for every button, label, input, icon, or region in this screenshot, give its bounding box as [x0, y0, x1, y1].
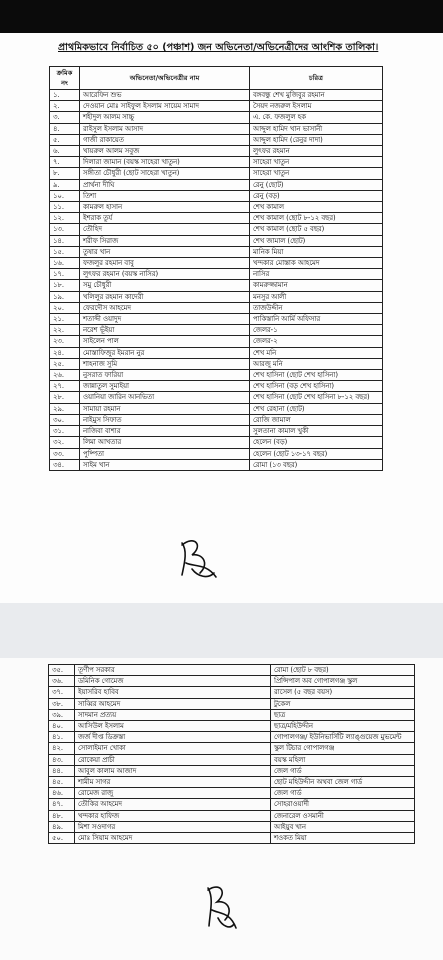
- serial-cell: ৩৮.: [49, 698, 75, 709]
- serial-cell: ১০.: [50, 190, 80, 201]
- role-cell: জেলর-১: [250, 325, 383, 336]
- role-cell: জেল গার্ড: [271, 765, 415, 776]
- table-row: [50, 280, 383, 291]
- table-row: [49, 687, 415, 698]
- actor-name-cell: খায়রুল আলম সবুজ: [80, 146, 250, 157]
- role-cell: হেলেন (বড়): [250, 437, 383, 448]
- table-row: [50, 370, 383, 381]
- serial-cell: ১.: [50, 90, 80, 101]
- role-cell: ছাত্র/মহিউদ্দীন: [271, 721, 415, 732]
- actor-name-cell: মিশা সওদাগর: [75, 821, 271, 832]
- serial-cell: ৫০.: [49, 833, 75, 844]
- actor-name-cell: নাজিবা বাশার: [80, 426, 250, 437]
- table-row: [50, 314, 383, 325]
- table-row: [50, 258, 383, 269]
- table-row: [50, 90, 383, 101]
- role-cell: জেলর-২: [250, 336, 383, 347]
- serial-cell: ৪৪.: [49, 765, 75, 776]
- actor-name-cell: লিমা আখতার: [80, 437, 250, 448]
- table-row: [50, 146, 383, 157]
- actor-name-cell: রোমেজ রাজু: [75, 788, 271, 799]
- actor-name-cell: সাব্বির আহমেদ: [75, 698, 271, 709]
- actor-name-cell: শামীম সাগর: [75, 777, 271, 788]
- table-row: [49, 665, 415, 676]
- actor-name-cell: গাজী রাকায়েত: [80, 134, 250, 145]
- table-row: [50, 302, 383, 313]
- role-cell: শেখ জামাল (ছোট): [250, 235, 383, 246]
- role-cell: আইয়ুব খান: [271, 821, 415, 832]
- serial-cell: ২৫.: [50, 358, 80, 369]
- actor-name-cell: সাইলেন পাল: [80, 336, 250, 347]
- table-row: [49, 754, 415, 765]
- actor-name-cell: লুৎফর রহমান (বয়স্ক নাসির): [80, 269, 250, 280]
- name-header: অভিনেতা/অভিনেত্রীর নাম: [80, 67, 250, 90]
- table-row: [49, 833, 415, 844]
- table-row: [50, 179, 383, 190]
- serial-cell: ১২.: [50, 213, 80, 224]
- actor-name-cell: আসিউল ইসলাম: [75, 721, 271, 732]
- table-row: [50, 392, 383, 403]
- actor-list-table: [49, 66, 383, 471]
- actor-name-cell: শাহনাজ সুমি: [80, 358, 250, 369]
- serial-cell: ২.: [50, 101, 80, 112]
- actor-name-cell: তিশা: [80, 190, 250, 201]
- actor-name-cell: খলিলুর রহমান কাদেরী: [80, 291, 250, 302]
- actor-name-cell: জান্নাতুল সুমাইয়া: [80, 381, 250, 392]
- actor-name-cell: নাইমুস সিফাত: [80, 414, 250, 425]
- actor-name-cell: নরেশ ভূঁইয়া: [80, 325, 250, 336]
- table-row: [50, 325, 383, 336]
- serial-cell: ২৪.: [50, 347, 80, 358]
- role-cell: লুৎফর রহমান: [250, 146, 383, 157]
- actor-name-cell: দেওয়ান মোঃ সাইফুল ইসলাম সায়েম সামাদ: [80, 101, 250, 112]
- table-row: [50, 347, 383, 358]
- table-header-row: [50, 67, 383, 90]
- role-cell: বঙ্গবন্ধু শেখ মুজিবুর রহমান: [250, 90, 383, 101]
- serial-cell: ২৩.: [50, 336, 80, 347]
- serial-cell: ২৬.: [50, 370, 80, 381]
- serial-cell: ৪১.: [49, 732, 75, 743]
- table-row: [49, 810, 415, 821]
- role-cell: এ. কে. ফজলুল হক: [250, 112, 383, 123]
- table-row: [50, 157, 383, 168]
- role-cell: সাহেরা খাতুন: [250, 157, 383, 168]
- role-cell: খন্দকার মোস্তাক আহমেদ: [250, 258, 383, 269]
- serial-cell: ২২.: [50, 325, 80, 336]
- role-cell: সুলতানা কামাল খুকী: [250, 426, 383, 437]
- table-row: [50, 134, 383, 145]
- role-cell: পাকিস্তানি আর্মি অফিসার: [250, 314, 383, 325]
- role-cell: সোহরাওয়ার্দী: [271, 799, 415, 810]
- actor-name-cell: রোকেয়া প্রাচী: [75, 754, 271, 765]
- role-cell: জেনারেল ওসমানী: [271, 810, 415, 821]
- actor-name-cell: দিলারা জামান (বয়স্ক সাহেরা খাতুন): [80, 157, 250, 168]
- actor-name-cell: সাইম খান: [80, 459, 250, 470]
- serial-cell: ৪৯.: [49, 821, 75, 832]
- actor-name-cell: আবুল কালাম আজাদ: [75, 765, 271, 776]
- actor-name-cell: জর্জ দীপ্ত ডিক্রস্তা: [75, 732, 271, 743]
- table-row: [50, 381, 383, 392]
- top-bar: [0, 0, 443, 33]
- actor-name-cell: ফজলুর রহমান বাবু: [80, 258, 250, 269]
- table-row: [50, 224, 383, 235]
- serial-cell: ৪৭.: [49, 799, 75, 810]
- actor-name-cell: আরেফিন শুভ: [80, 90, 250, 101]
- table-row: [50, 235, 383, 246]
- actor-name-cell: তূর্ণীপ সরকার: [75, 665, 271, 676]
- role-cell: আরজু মনি: [250, 358, 383, 369]
- actor-name-cell: ফেরদৌস আহমেদ: [80, 302, 250, 313]
- serial-cell: ১৬.: [50, 258, 80, 269]
- serial-cell: ২৯.: [50, 403, 80, 414]
- table-row: [50, 101, 383, 112]
- actor-name-cell: সঙ্গীতা চৌধুরী (ছোট সাহেরা খাতুন): [80, 168, 250, 179]
- table-row: [50, 246, 383, 257]
- role-cell: সাহেরা খাতুন: [250, 168, 383, 179]
- serial-cell: ৩৬.: [49, 676, 75, 687]
- role-cell: বয়স্ক মহিলা: [271, 754, 415, 765]
- serial-cell: ৩৫.: [49, 665, 75, 676]
- role-cell: শেখ রেহানা (ছোট): [250, 403, 383, 414]
- serial-cell: ৪.: [50, 123, 80, 134]
- role-cell: মনসুর আলী: [250, 291, 383, 302]
- actor-list-table-continued: [48, 664, 415, 844]
- role-cell: রেনু (বড়): [250, 190, 383, 201]
- page-title: প্রাথমিকভাবে নির্বাচিত ৫০ (পঞ্চাশ) জন অভিনেতা/অভিনেত্রীদের আংশিক তালিকা।: [58, 42, 379, 53]
- actor-name-cell: শহীদুল আলম সাচ্চু: [80, 112, 250, 123]
- role-cell: রোমা (ছোট ৮ বছর): [271, 665, 415, 676]
- table-row: [50, 358, 383, 369]
- role-cell: রেনু (ছোট): [250, 179, 383, 190]
- serial-cell: ৩০.: [50, 414, 80, 425]
- serial-cell: ৪৩.: [49, 754, 75, 765]
- signature-2: [200, 878, 240, 936]
- serial-cell: ৪২.: [49, 743, 75, 754]
- table-row: [50, 190, 383, 201]
- serial-cell: ৩২.: [50, 437, 80, 448]
- role-cell: আব্দুল হামিদ খান ভাসানী: [250, 123, 383, 134]
- actor-name-cell: ইশরাক তুর্য: [80, 213, 250, 224]
- actor-name-cell: ইয়াসরিব হাবিব: [75, 687, 271, 698]
- actor-name-cell: রাইসুল ইসলাম আসাদ: [80, 123, 250, 134]
- serial-cell: ২৭.: [50, 381, 80, 392]
- table-row: [49, 777, 415, 788]
- role-cell: স্কুল টিচার গোপালগঞ্জ: [271, 743, 415, 754]
- table-row: [50, 336, 383, 347]
- actor-name-cell: পুষ্পিতা: [80, 448, 250, 459]
- serial-header: ক্রমিক নং: [50, 67, 80, 90]
- role-cell: জেল গার্ড: [271, 788, 415, 799]
- role-cell: ছোট মহিউদ্দীন অথবা জেল গার্ড: [271, 777, 415, 788]
- actor-name-cell: সমু চৌধুরী: [80, 280, 250, 291]
- role-cell: নাসির: [250, 269, 383, 280]
- serial-cell: ৬.: [50, 146, 80, 157]
- table-row: [50, 202, 383, 213]
- role-cell: রোজি জামাল: [250, 414, 383, 425]
- table-row: [50, 459, 383, 470]
- table-row: [50, 168, 383, 179]
- table-row: [49, 788, 415, 799]
- role-cell: রাসেল (৫ বছর বয়স): [271, 687, 415, 698]
- serial-cell: ২০.: [50, 302, 80, 313]
- role-cell: তাজউদ্দীন: [250, 302, 383, 313]
- role-cell: শেখ হাসিনা (ছোট শেখ হাসিনা ৮-১২ বছর): [250, 392, 383, 403]
- actor-name-cell: নুসরাত ফারিয়া: [80, 370, 250, 381]
- role-header: চরিত্র: [250, 67, 383, 90]
- role-cell: শেখ হাসিনা (ছোট শেখ হাসিনা): [250, 370, 383, 381]
- role-cell: রোমা (১৩ বছর): [250, 459, 383, 470]
- role-cell: শেখ হাসিনা (বড় শেখ হাসিনা): [250, 381, 383, 392]
- table-row: [50, 123, 383, 134]
- actor-name-cell: খন্দকার হাফিজ: [75, 810, 271, 821]
- serial-cell: ৩৪.: [50, 459, 80, 470]
- serial-cell: ১৪.: [50, 235, 80, 246]
- role-cell: সৈয়দ নজরুল ইসলাম: [250, 101, 383, 112]
- signature-1: [172, 533, 220, 583]
- role-cell: শওকত মিয়া: [271, 833, 415, 844]
- table-row: [50, 403, 383, 414]
- role-cell: শেখ কামাল (ছোট ৫ বছর): [250, 224, 383, 235]
- table-row: [50, 291, 383, 302]
- serial-cell: ৯.: [50, 179, 80, 190]
- serial-cell: ২৮.: [50, 392, 80, 403]
- role-cell: হেলেন (ছোট ১৩-১৭ বছর): [250, 448, 383, 459]
- table-row: [49, 821, 415, 832]
- table-row: [49, 698, 415, 709]
- table-row: [49, 709, 415, 720]
- actor-name-cell: ডমিনিক গোমেজ: [75, 676, 271, 687]
- actor-name-cell: শতাব্দী ওয়াদুদ: [80, 314, 250, 325]
- role-cell: শেখ কামাল: [250, 202, 383, 213]
- page-gap: [0, 603, 443, 658]
- table-row: [50, 414, 383, 425]
- role-cell: শেখ মনি: [250, 347, 383, 358]
- actor-name-cell: সাদমান প্রত্যয়: [75, 709, 271, 720]
- actor-name-cell: প্রার্থনা দীঘি: [80, 179, 250, 190]
- actor-name-cell: শরীফ সিরাজ: [80, 235, 250, 246]
- table-row: [50, 426, 383, 437]
- serial-cell: ২১.: [50, 314, 80, 325]
- actor-name-cell: তৌহিদ: [80, 224, 250, 235]
- role-cell: ছাত্র: [271, 709, 415, 720]
- serial-cell: ১৯.: [50, 291, 80, 302]
- role-cell: মানিক মিয়া: [250, 246, 383, 257]
- serial-cell: ৩৯.: [49, 709, 75, 720]
- serial-cell: ৪৫.: [49, 777, 75, 788]
- table-row: [50, 112, 383, 123]
- serial-cell: ৩১.: [50, 426, 80, 437]
- table-row: [50, 213, 383, 224]
- serial-cell: ৪৬.: [49, 788, 75, 799]
- table-row: [49, 721, 415, 732]
- serial-cell: ৫.: [50, 134, 80, 145]
- serial-cell: ১৩.: [50, 224, 80, 235]
- table-row: [49, 743, 415, 754]
- serial-cell: ১৮.: [50, 280, 80, 291]
- actor-name-cell: মোঃ সিয়াম আহমেদ: [75, 833, 271, 844]
- document-page-2: [0, 658, 443, 960]
- table-row: [49, 765, 415, 776]
- serial-cell: ১১.: [50, 202, 80, 213]
- actor-name-cell: সোলাইমান খোকা: [75, 743, 271, 754]
- table-row: [50, 269, 383, 280]
- actor-name-cell: ওয়ানিয়া জারিন আনভিতা: [80, 392, 250, 403]
- serial-cell: ৪৮.: [49, 810, 75, 821]
- serial-cell: ৩৩.: [50, 448, 80, 459]
- role-cell: টুকেল: [271, 698, 415, 709]
- role-cell: প্রিন্সিপাল অব গোপালগঞ্জ স্কুল: [271, 676, 415, 687]
- table-row: [50, 448, 383, 459]
- serial-cell: ৭.: [50, 157, 80, 168]
- actor-name-cell: তুষার খান: [80, 246, 250, 257]
- table-row: [49, 799, 415, 810]
- table-row: [50, 437, 383, 448]
- table-row: [49, 676, 415, 687]
- actor-name-cell: সামায়া রহমান: [80, 403, 250, 414]
- serial-cell: ৩৭.: [49, 687, 75, 698]
- serial-cell: ১৭.: [50, 269, 80, 280]
- serial-cell: ১৫.: [50, 246, 80, 257]
- document-page-1: [0, 33, 443, 603]
- serial-cell: ৪০.: [49, 721, 75, 732]
- actor-name-cell: কামরুল হাসান: [80, 202, 250, 213]
- role-cell: কামরুজ্জামান: [250, 280, 383, 291]
- role-cell: শেখ কামাল (ছোট ৮-১২ বছর): [250, 213, 383, 224]
- role-cell: গোপালগঞ্জ/ ইউনিভার্সিটি ল্যাঙ্গুয়েজ মুভমেন্ট: [271, 732, 415, 743]
- actor-name-cell: মোস্তাফিজুর ইমরান নুর: [80, 347, 250, 358]
- actor-name-cell: তৌকির আহমেদ: [75, 799, 271, 810]
- table-row: [49, 732, 415, 743]
- serial-cell: ৩.: [50, 112, 80, 123]
- serial-cell: ৮.: [50, 168, 80, 179]
- role-cell: আব্দুল হামিদ (রেনুর দাদা): [250, 134, 383, 145]
